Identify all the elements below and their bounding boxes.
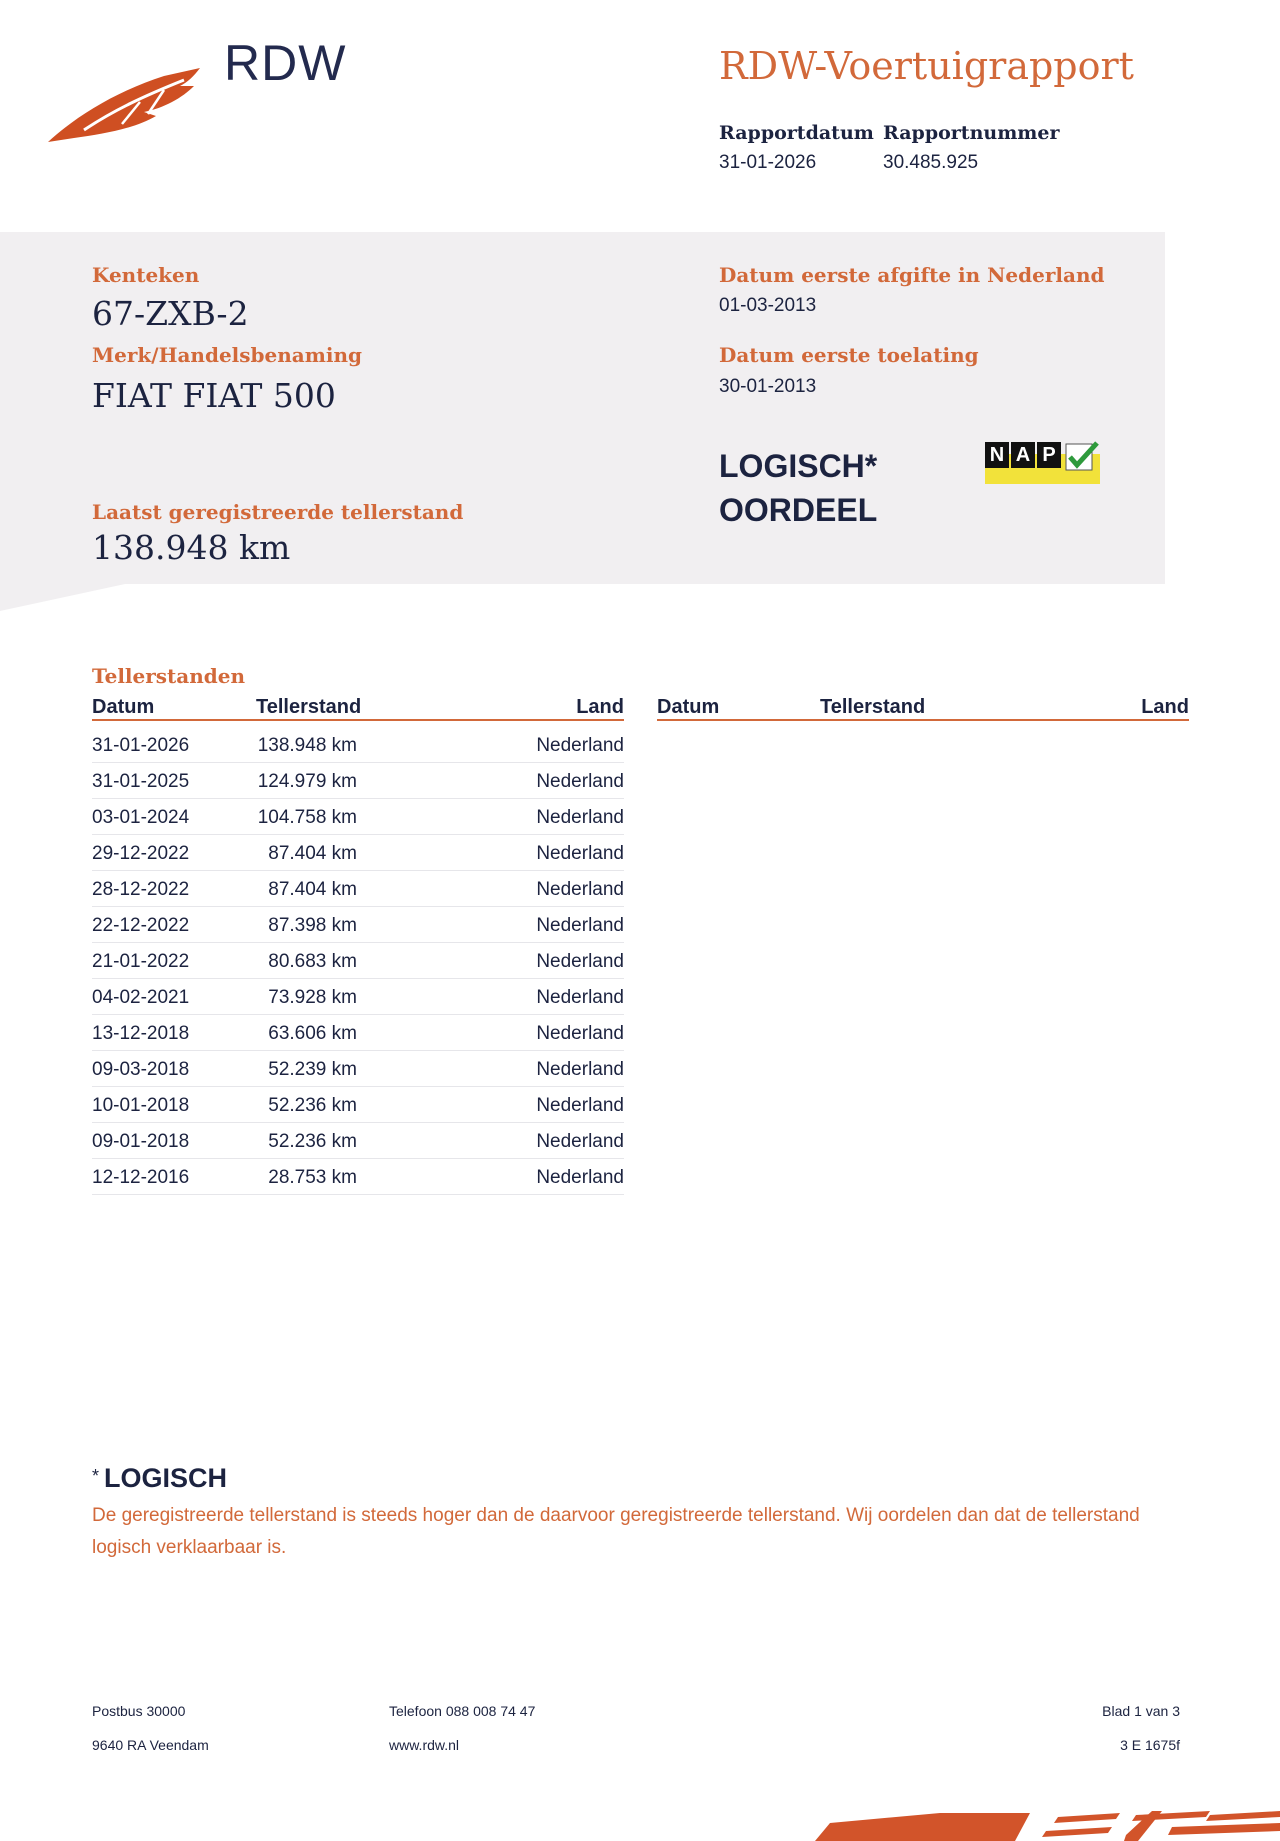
report-date: 31-01-2026: [719, 152, 817, 173]
odometer-value: 138.948 km: [92, 528, 291, 567]
row-date: 04-02-2021: [92, 987, 190, 1008]
row-date: 31-01-2026: [92, 735, 190, 756]
table-row: [92, 1087, 624, 1123]
row-reading: 52.236 km: [268, 1095, 357, 1116]
verdict-line-2: OORDEEL: [719, 492, 878, 528]
row-country: Nederland: [536, 1095, 624, 1116]
footnote-star: *: [92, 1466, 100, 1486]
row-reading: 52.236 km: [268, 1131, 357, 1152]
nap-letter-n: N: [985, 442, 1009, 468]
row-date: 22-12-2022: [92, 915, 190, 936]
table-row: [92, 907, 624, 943]
row-country: Nederland: [536, 807, 624, 828]
row-date: 12-12-2016: [92, 1167, 190, 1188]
footer-document-code: 3 E 1675f: [1120, 1737, 1180, 1753]
row-country: Nederland: [536, 1167, 624, 1188]
table-row: [92, 835, 624, 871]
col-header-date: Datum: [92, 696, 155, 718]
col-header-country: Land: [576, 696, 624, 718]
make-label: Merk/Handelsbenaming: [92, 343, 363, 367]
row-reading: 87.404 km: [268, 843, 357, 864]
footer-phone: Telefoon 088 008 74 47: [389, 1703, 536, 1719]
row-reading: 28.753 km: [268, 1167, 357, 1188]
table-row: [92, 799, 624, 835]
nap-letter-p: P: [1037, 442, 1061, 468]
odometer-table-body: [92, 727, 624, 1195]
panel-tab-decoration: [0, 583, 130, 611]
row-country: Nederland: [536, 915, 624, 936]
first-admission-value: 30-01-2013: [719, 376, 817, 397]
footnote-text: De geregistreerde tellerstand is steeds hoger dan de daarvoor geregistreerde tellerstand. Wij oordelen dan dat de tellerstand logisch verklaarbaar is.: [92, 1505, 1140, 1558]
table-row: [92, 1051, 624, 1087]
row-date: 29-12-2022: [92, 843, 190, 864]
table-row: [92, 943, 624, 979]
verdict-line-1: LOGISCH*: [719, 448, 878, 484]
row-date: 03-01-2024: [92, 807, 190, 828]
nap-check-icon: [1065, 440, 1099, 472]
first-issue-nl-label: Datum eerste afgifte in Nederland: [719, 263, 1105, 287]
row-country: Nederland: [536, 771, 624, 792]
table-row: [92, 1159, 624, 1195]
row-reading: 138.948 km: [257, 735, 357, 756]
rdw-logo-icon: [44, 58, 204, 148]
table-header-rule-2: [657, 719, 1189, 721]
make-value: FIAT FIAT 500: [92, 376, 336, 415]
row-date: 09-03-2018: [92, 1059, 190, 1080]
plate-label: Kenteken: [92, 263, 200, 287]
report-title: RDW-Voertuigrapport: [719, 44, 1134, 88]
first-issue-nl-value: 01-03-2013: [719, 295, 817, 316]
row-reading: 124.979 km: [257, 771, 357, 792]
footer-website-link[interactable]: www.rdw.nl: [389, 1737, 460, 1753]
nap-letter-a: A: [1011, 442, 1035, 468]
row-reading: 104.758 km: [257, 807, 357, 828]
col-header-date-2: Datum: [657, 696, 720, 718]
row-reading: 87.398 km: [268, 915, 357, 936]
row-reading: 87.404 km: [268, 879, 357, 900]
col-header-reading: Tellerstand: [256, 696, 362, 718]
report-date-label: Rapportdatum: [719, 122, 874, 144]
row-reading: 80.683 km: [268, 951, 357, 972]
row-country: Nederland: [536, 1023, 624, 1044]
row-date: 13-12-2018: [92, 1023, 190, 1044]
table-row: [92, 871, 624, 907]
nap-logo: [985, 440, 1100, 488]
table-row: [92, 1123, 624, 1159]
col-header-country-2: Land: [1141, 696, 1189, 718]
plate-value: 67-ZXB-2: [92, 294, 249, 333]
row-date: 09-01-2018: [92, 1131, 190, 1152]
row-country: Nederland: [536, 1059, 624, 1080]
row-date: 21-01-2022: [92, 951, 190, 972]
table-row: [92, 763, 624, 799]
row-date: 28-12-2022: [92, 879, 190, 900]
row-reading: 63.606 km: [268, 1023, 357, 1044]
odometer-table-heading: Tellerstanden: [92, 664, 246, 688]
row-country: Nederland: [536, 1131, 624, 1152]
report-number-label: Rapportnummer: [883, 122, 1060, 144]
footnote-title: LOGISCH: [104, 1463, 228, 1493]
footer-stripes-decoration: [740, 1805, 1280, 1841]
table-row: [92, 979, 624, 1015]
table-row: [92, 1015, 624, 1051]
footer-address-line-2: 9640 RA Veendam: [92, 1737, 209, 1753]
row-country: Nederland: [536, 987, 624, 1008]
row-reading: 73.928 km: [268, 987, 357, 1008]
row-country: Nederland: [536, 843, 624, 864]
first-admission-label: Datum eerste toelating: [719, 343, 979, 367]
table-header-rule: [92, 719, 624, 721]
table-row: [92, 727, 624, 763]
row-country: Nederland: [536, 879, 624, 900]
brand-name: RDW: [224, 35, 347, 91]
footer-address-line-1: Postbus 30000: [92, 1703, 186, 1719]
row-reading: 52.239 km: [268, 1059, 357, 1080]
row-date: 31-01-2025: [92, 771, 190, 792]
report-number: 30.485.925: [883, 152, 979, 173]
odometer-label: Laatst geregistreerde tellerstand: [92, 500, 464, 524]
row-country: Nederland: [536, 951, 624, 972]
row-date: 10-01-2018: [92, 1095, 190, 1116]
col-header-reading-2: Tellerstand: [820, 696, 926, 718]
row-country: Nederland: [536, 735, 624, 756]
footer-page-number: Blad 1 van 3: [1102, 1703, 1180, 1719]
